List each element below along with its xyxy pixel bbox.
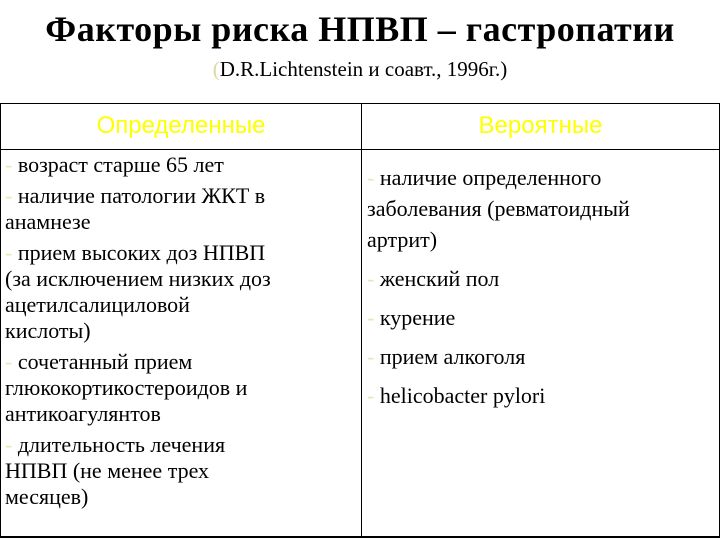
risk-factors-table [0, 103, 720, 538]
item-line: артрит) [367, 227, 438, 252]
bullet-marker: - [367, 305, 375, 330]
bullet-marker: - [367, 165, 375, 190]
slide-subtitle [0, 57, 720, 82]
item-line: заболевания (ревматоидный [367, 196, 630, 221]
item-line: длительность лечения [17, 432, 226, 457]
item-line: анамнезе [5, 209, 91, 234]
bullet-marker: - [5, 349, 13, 374]
definite-factors-list [5, 152, 355, 510]
item-line: НПВП (не менее трех [5, 458, 210, 483]
column-divider [361, 104, 362, 536]
item-line: ацетилсалициловой [5, 292, 190, 317]
bullet-marker: - [5, 432, 13, 457]
bullet-marker: - [5, 183, 13, 208]
header-probable: Вероятные [478, 112, 603, 139]
item-line: helicobacter pylori [379, 383, 546, 408]
bullet-marker: - [367, 383, 375, 408]
item-line: сочетанный прием [17, 349, 193, 374]
probable-item-alcohol [367, 341, 717, 372]
item-line: курение [379, 305, 456, 330]
item-line: (за исключением низких доз [5, 266, 271, 291]
probable-item-disease [367, 162, 717, 255]
probable-item-female [367, 263, 717, 294]
definite-item-duration [5, 432, 355, 510]
definite-item-combined [5, 349, 355, 427]
probable-factors-list [367, 162, 717, 411]
item-line: месяцев) [5, 484, 89, 509]
slide-title: Факторы риска НПВП – гастропатии [45, 9, 675, 49]
bullet-marker: - [5, 152, 13, 177]
definite-item-high-dose [5, 240, 355, 344]
item-line: наличие определенного [379, 165, 602, 190]
header-separator [1, 149, 719, 150]
item-line: кислоты) [5, 318, 91, 343]
subtitle-citation: D.R.Lichtenstein и соавт., 1996г.) [219, 57, 508, 81]
bullet-marker: - [367, 344, 375, 369]
bullet-marker: - [367, 266, 375, 291]
probable-item-smoking [367, 302, 717, 333]
probable-item-helicobacter [367, 380, 717, 411]
bullet-marker: - [5, 240, 13, 265]
item-line: прием высоких доз НПВП [17, 240, 266, 265]
item-line: антикоагулянтов [5, 401, 161, 426]
item-line: наличие патологии ЖКТ в [17, 183, 266, 208]
header-definite: Определенные [96, 112, 266, 139]
subtitle-open-paren: ( [212, 57, 220, 81]
definite-item-gi-history [5, 183, 355, 235]
definite-item-age [5, 152, 355, 178]
item-line: глюкокортикостероидов и [5, 375, 248, 400]
item-line: прием алкоголя [379, 344, 526, 369]
item-line: женский пол [379, 266, 500, 291]
item-line: возраст старше 65 лет [17, 152, 224, 177]
